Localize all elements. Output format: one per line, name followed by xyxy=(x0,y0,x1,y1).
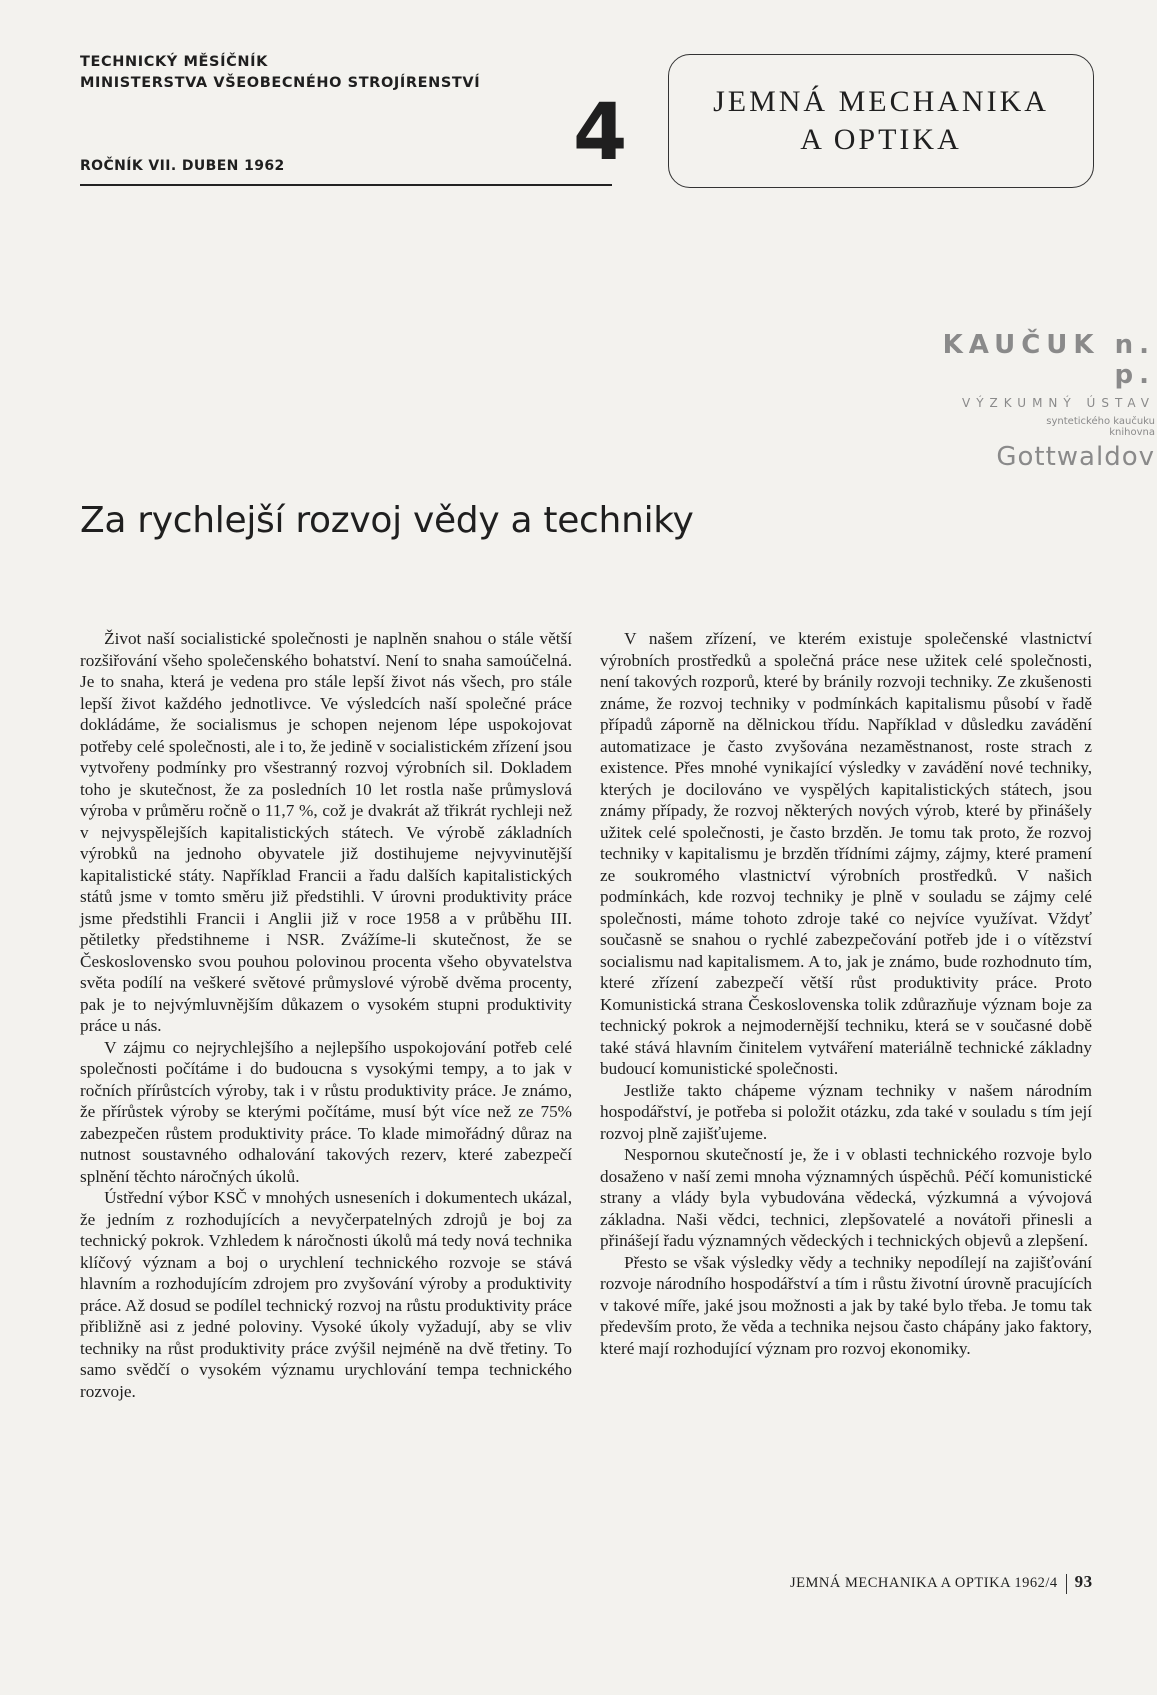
stamp-line-3: syntetického kaučuku xyxy=(1046,416,1155,427)
header-rule xyxy=(80,184,612,186)
footer-divider xyxy=(1066,1574,1067,1594)
library-stamp xyxy=(940,330,1155,472)
stamp-line-4: knihovna xyxy=(1109,427,1155,438)
paragraph: V našem zřízení, ve kterém existuje společenské vlastnictví výrobních prostředků a společná práce nese užitek celé společnosti, není takových rozporů, které by bránily rozvoji techniky. Ze zkušenosti známe, že rozvoj techniky v podmínkách kapitalismu působí v řadě případů záporně na dělnickou třídu. Například v důsledku zavádění automatizace je často zvyšována nezaměstnanost, roste strach z existence. Přes mnohé vynikající výsledky v zavádění nové techniky, kterých je docilováno ve vyspělých kapitalistických státech, jsou známy případy, že rozvoj některých nových výrob, které by přinášely užitek celé společnosti, je často brzděn. Je tomu tak proto, že rozvoj techniky v kapitalismu je brzděn třídními zájmy, zájmy, které pramení ze soukromého vlastnictví výrobních prostředků. V našich podmínkách, kde rozvoj techniky je plně v souladu se zájmy celé společnosti, máme tohoto zdroje také co nejvíce využívat. Vždyť současně se snahou o rychlé zabezpečování potřeb jde i o vítězství socialismu nad kapitalismem. A to, jak je známo, bude rozhodnuto tím, které zřízení zabezpečí větší růst produktivity práce. Proto Komunistická strana Československa tolik zdůrazňuje význam boje za technický pokrok a nejmodernější techniku, která se v současné době také stává hlavním činitelem vytváření materiálně technické základny budoucí komunistické společnosti. xyxy=(600,629,1092,1078)
masthead-line-1: TECHNICKÝ MĚSÍČNÍK xyxy=(80,54,268,70)
paragraph: V zájmu co nejrychlejšího a nejlepšího uspokojování potřeb celé společnosti počítáme i do budoucna s vysokými tempy, a to jak v ročních přírůstcích výroby, tak i v růstu produktivity práce. Je známo, že přírůstek výroby se kterými počítáme, musí být více než ze 75% zabezpečen růstem produktivity práce. To klade mimořádný důraz na nutnost soustavného odhalování takových rezerv, které zabezpečí splnění těchto náročných úkolů. xyxy=(80,1037,572,1186)
issue-number: 4 xyxy=(573,88,628,178)
page-number: 93 xyxy=(1074,1572,1093,1591)
paragraph: Nespornou skutečností je, že i v oblasti technického rozvoje bylo dosaženo v naší zemi mnoha významných úspěchů. Péčí komunistické strany a vlády byla vybudována vědecká, výzkumná a vývojová základna. Naši vědci, technici, zlepšovatelé a novátoři přinesli a přinášejí řadu významných vědeckých i technických objevů a zlepšení. xyxy=(600,1145,1092,1250)
article-title: Za rychlejší rozvoj vědy a techniky xyxy=(80,500,694,541)
page-footer xyxy=(790,1572,1093,1594)
journal-title-line-2: A OPTIKA xyxy=(800,123,962,156)
stamp-name: KAUČUK n. p. xyxy=(942,330,1155,390)
volume-date: ROČNÍK VII. DUBEN 1962 xyxy=(80,158,285,174)
footer-journal: JEMNÁ MECHANIKA A OPTIKA 1962/4 xyxy=(790,1575,1058,1591)
masthead xyxy=(80,52,610,94)
stamp-line-2: VÝZKUMNÝ ÚSTAV xyxy=(961,396,1155,410)
paragraph: Jestliže takto chápeme význam techniky v našem národním hospodářství, je potřeba si položit otázku, zda také v souladu s tím její rozvoj plně zajišťujeme. xyxy=(600,1080,1092,1143)
article-column-left xyxy=(80,628,572,1402)
journal-title-box xyxy=(668,54,1094,188)
stamp-city: Gottwaldov xyxy=(996,442,1155,472)
article-column-right xyxy=(600,628,1092,1359)
journal-title-line-1: JEMNÁ MECHANIKA xyxy=(713,85,1049,118)
paragraph: Ústřední výbor KSČ v mnohých usneseních i dokumentech ukázal, že jedním z rozhodujících a nevyčerpatelných zdrojů je boj za technický pokrok. Vzhledem k náročnosti úkolů má tedy nová technika klíčový význam a boj o urychlení technického rozvoje se stává hlavním a rozhodujícím zdrojem pro zvyšování výroby a produktivity práce. Až dosud se podílel technický rozvoj na růstu produktivity práce přibližně asi z jedné poloviny. Vysoké úkoly vyžadují, aby se vliv techniky na růst produktivity práce zvýšil nejméně na dvě třetiny. To samo svědčí o vysokém významu urychlování tempa technického rozvoje. xyxy=(80,1188,572,1401)
paragraph: Život naší socialistické společnosti je naplněn snahou o stále větší rozšiřování všeho společenského bohatství. Není to snaha samoúčelná. Je to snaha, která je vedena pro stále lepší život nás všech, pro stále lepší život každého jednotlivce. Ve výsledcích naší společné práce dokládáme, že socialismus je schopen nejenom lépe uspokojovat potřeby celé společnosti, ale i to, že jedině v socialistickém zřízení jsou vytvořeny podmínky pro všestranný rozvoj výrobních sil. Dokladem toho je skutečnost, že za posledních 10 let rostla naše průmyslová výroba v průměru ročně o 11,7 %, což je dvakrát až třikrát rychleji než v nejvyspělejších kapitalistických státech. Ve výrobě základních výrobků na jednoho obyvatele již dostihujeme nejvyvinutější kapitalistické státy. Například Francii a řadu dalších kapitalistických států jsme v tomto směru již předstihli. V úrovni produktivity práce jsme předstihli Francii i Anglii již v roce 1958 a v průběhu III. pětiletky předstihneme i NSR. Zvážíme-li skutečnost, že se Československo svou pouhou polovinou procenta všeho obyvatelstva světa podílí na veškeré světové průmyslové výrobě dvěma procenty, pak je to nejvýmluvnějším důkazem o vysokém stupni produktivity práce u nás. xyxy=(80,629,572,1035)
paragraph: Přesto se však výsledky vědy a techniky nepodílejí na zajišťování rozvoje národního hospodářství a tím i růstu životní úrovně pracujících v takové míře, jaké jsou možnosti a jak by také bylo třeba. Je tomu tak především proto, že věda a technika nejsou často chápány jako faktory, které mají rozhodující význam pro rozvoj ekonomiky. xyxy=(600,1252,1092,1358)
masthead-line-2: MINISTERSTVA VŠEOBECNÉHO STROJÍRENSTVÍ xyxy=(80,75,481,91)
